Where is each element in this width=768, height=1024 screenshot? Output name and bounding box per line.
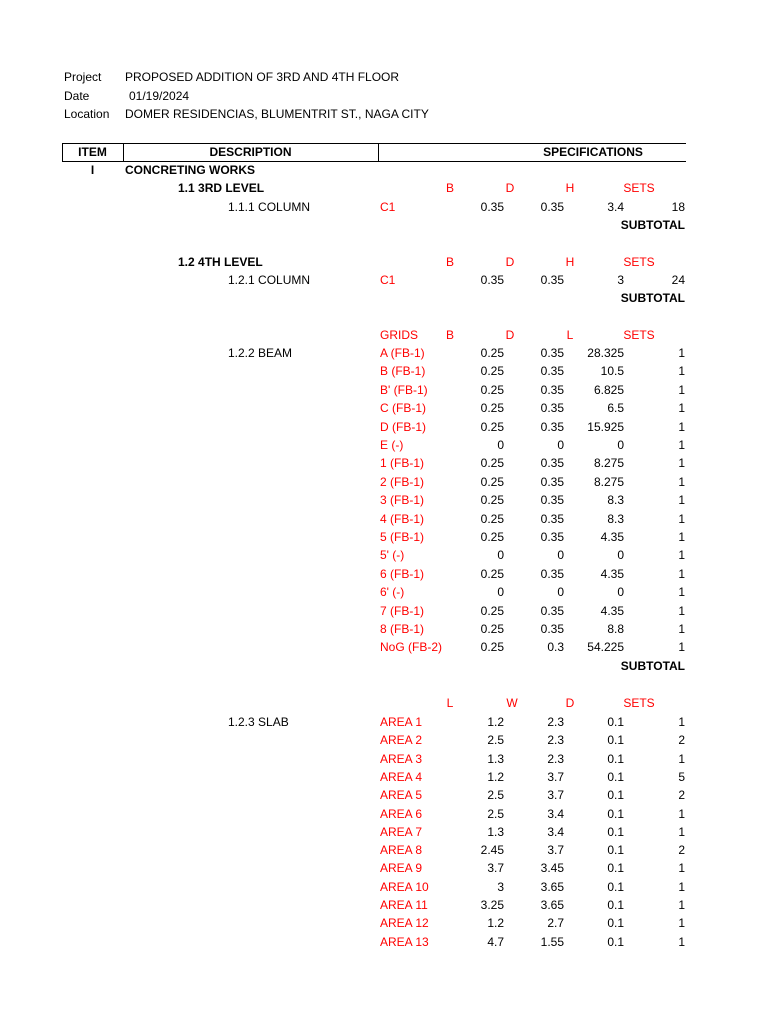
slab-row-12-label: AREA 12 bbox=[380, 916, 429, 931]
slab-row-6-v3: 0.1 bbox=[607, 806, 624, 821]
beam-row-4-v4: 1 bbox=[678, 401, 685, 416]
beam-row-10-v2: 0.35 bbox=[540, 511, 564, 526]
beam-row-14-v4: 1 bbox=[678, 585, 685, 600]
level3-column-mark: C1 bbox=[380, 200, 396, 214]
slab-row-5-v3: 0.1 bbox=[607, 788, 624, 803]
project-value: PROPOSED ADDITION OF 3RD AND 4TH FLOOR bbox=[125, 70, 400, 84]
beam-row-17-v3: 54.225 bbox=[587, 640, 624, 655]
slab-row-4-v2: 3.7 bbox=[547, 769, 564, 784]
beam-row-8-v1: 0.25 bbox=[480, 474, 504, 489]
beam-row-9-v1: 0.25 bbox=[480, 493, 504, 508]
slab-row-8-v1: 2.45 bbox=[480, 843, 504, 858]
slab-row-7-v4: 1 bbox=[678, 824, 685, 839]
beam-subtotal: SUBTOTAL bbox=[620, 659, 685, 673]
beam-row-11-v3: 4.35 bbox=[600, 530, 624, 544]
slab-row-8-v2: 3.7 bbox=[547, 843, 564, 858]
slab-row-10-v1: 3 bbox=[497, 879, 504, 894]
beam-row-6-label: E (-) bbox=[380, 438, 404, 452]
beam-row-5-label: D (FB-1) bbox=[380, 419, 426, 434]
beam-row-10-v1: 0.25 bbox=[480, 511, 504, 526]
slab-row-12-v3: 0.1 bbox=[607, 916, 624, 931]
slab-header-d: D bbox=[565, 696, 575, 710]
slab-row-1-v2: 2.3 bbox=[547, 715, 564, 729]
beam-row-9-label: 3 (FB-1) bbox=[380, 493, 425, 508]
slab-row-7-v2: 3.4 bbox=[547, 824, 564, 839]
beam-row-8-label: 2 (FB-1) bbox=[380, 474, 425, 489]
slab-row-3-v4: 1 bbox=[678, 751, 685, 766]
header-description: DESCRIPTION bbox=[209, 145, 292, 159]
beam-row-15-v3: 4.35 bbox=[600, 603, 624, 618]
level4-column-b: 0.35 bbox=[480, 273, 504, 287]
slab-row-4-v1: 1.2 bbox=[487, 769, 504, 784]
beam-row-12-v3: 0 bbox=[617, 548, 624, 563]
beam-row-15-v2: 0.35 bbox=[540, 603, 564, 618]
slab-row-5-v4: 2 bbox=[678, 788, 685, 803]
slab-row-9-v4: 1 bbox=[678, 861, 685, 876]
slab-row-9-v2: 3.45 bbox=[540, 861, 564, 876]
beam-row-13-v2: 0.35 bbox=[540, 566, 564, 581]
slab-row-12-v4: 1 bbox=[678, 916, 685, 931]
beam-row-14-v1: 0 bbox=[497, 585, 504, 600]
beam-row-7-v4: 1 bbox=[678, 456, 685, 471]
beam-row-4-v3: 6.5 bbox=[607, 401, 624, 416]
slab-row-2-v4: 2 bbox=[678, 733, 685, 748]
slab-row-13-v2: 1.55 bbox=[540, 934, 564, 949]
location-label: Location bbox=[64, 107, 110, 121]
beam-row-10-v4: 1 bbox=[678, 511, 685, 526]
beam-row-8-v2: 0.35 bbox=[540, 474, 564, 489]
level3-header-sets: SETS bbox=[623, 181, 655, 195]
section-item-number: I bbox=[90, 163, 95, 177]
beam-row-4-v2: 0.35 bbox=[540, 401, 564, 416]
beam-row-5-v1: 0.25 bbox=[480, 419, 504, 434]
slab-row-9-label: AREA 9 bbox=[380, 861, 423, 876]
level3-header-b: B bbox=[445, 181, 454, 195]
beam-row-17-v4: 1 bbox=[678, 640, 685, 655]
slab-row-13-v1: 4.7 bbox=[487, 934, 504, 949]
slab-row-12-v1: 1.2 bbox=[487, 916, 504, 931]
slab-header-sets: SETS bbox=[623, 696, 655, 710]
header-specifications: SPECIFICATIONS bbox=[543, 145, 643, 159]
level3-column-d: 0.35 bbox=[540, 200, 564, 214]
beam-row-9-v2: 0.35 bbox=[540, 493, 564, 508]
beam-row-17-v2: 0.3 bbox=[547, 640, 564, 655]
beam-row-13-v4: 1 bbox=[678, 566, 685, 581]
slab-row-10-v4: 1 bbox=[678, 879, 685, 894]
level3-title: 1.1 3RD LEVEL bbox=[178, 181, 265, 195]
level3-header-d: D bbox=[505, 181, 515, 195]
beam-row-3-v3: 6.825 bbox=[593, 382, 624, 397]
beam-row-2-v3: 10.5 bbox=[600, 364, 624, 379]
beam-row-9-v3: 8.3 bbox=[607, 493, 624, 508]
level4-subtotal: SUBTOTAL bbox=[620, 291, 685, 305]
beam-row-3-label: B' (FB-1) bbox=[380, 382, 428, 397]
slab-row-9-v1: 3.7 bbox=[487, 861, 504, 876]
beam-row-3-v1: 0.25 bbox=[480, 382, 504, 397]
beam-row-3-v4: 1 bbox=[678, 382, 685, 397]
slab-row-4-v4: 5 bbox=[678, 769, 685, 784]
beam-header-sets: SETS bbox=[623, 328, 655, 342]
slab-row-11-v1: 3.25 bbox=[480, 898, 504, 912]
beam-row-15-label: 7 (FB-1) bbox=[380, 603, 425, 618]
slab-row-11-v3: 0.1 bbox=[607, 898, 624, 912]
slab-row-2-label: AREA 2 bbox=[380, 733, 423, 748]
beam-row-17-v1: 0.25 bbox=[480, 640, 504, 655]
beam-row-13-v3: 4.35 bbox=[600, 566, 624, 581]
beam-row-15-v4: 1 bbox=[678, 603, 685, 618]
beam-row-8-v3: 8.275 bbox=[593, 474, 624, 489]
date-value: 01/19/2024 bbox=[129, 89, 190, 103]
beam-row-7-v3: 8.275 bbox=[593, 456, 624, 471]
beam-row-14-label: 6' (-) bbox=[380, 585, 405, 600]
slab-row-13-v4: 1 bbox=[678, 934, 685, 949]
beam-row-5-v3: 15.925 bbox=[587, 419, 624, 434]
beam-row-13-v1: 0.25 bbox=[480, 566, 504, 581]
slab-row-3-v1: 1.3 bbox=[487, 751, 504, 766]
beam-row-10-v3: 8.3 bbox=[607, 511, 624, 526]
beam-row-7-v1: 0.25 bbox=[480, 456, 504, 471]
level3-column-b: 0.35 bbox=[480, 200, 504, 214]
beam-row-6-v2: 0 bbox=[557, 438, 564, 452]
beam-row-14-v3: 0 bbox=[617, 585, 624, 600]
level3-column-sets: 18 bbox=[671, 200, 685, 214]
level4-header-b: B bbox=[445, 255, 454, 269]
beam-header-l: L bbox=[566, 328, 574, 342]
beam-header-d: D bbox=[505, 328, 515, 342]
beam-row-12-v2: 0 bbox=[557, 548, 564, 563]
beam-row-12-v4: 1 bbox=[678, 548, 685, 563]
beam-row-11-v2: 0.35 bbox=[540, 530, 564, 544]
beam-row-16-v3: 8.8 bbox=[607, 622, 624, 636]
slab-row-1-v1: 1.2 bbox=[487, 715, 504, 729]
location-value: DOMER RESIDENCIAS, BLUMENTRIT ST., NAGA CITY bbox=[125, 107, 429, 121]
slab-row-1-label: AREA 1 bbox=[380, 715, 423, 729]
date-label: Date bbox=[64, 89, 90, 103]
slab-row-7-label: AREA 7 bbox=[380, 824, 423, 839]
beam-name: 1.2.2 BEAM bbox=[228, 346, 293, 360]
beam-row-11-label: 5 (FB-1) bbox=[380, 530, 425, 544]
beam-row-1-v3: 28.325 bbox=[587, 346, 624, 360]
beam-row-6-v4: 1 bbox=[678, 438, 685, 452]
beam-row-6-v1: 0 bbox=[497, 438, 504, 452]
beam-row-2-v4: 1 bbox=[678, 364, 685, 379]
level4-column-mark: C1 bbox=[380, 273, 396, 287]
level4-column-h: 3 bbox=[617, 273, 624, 287]
slab-row-1-v4: 1 bbox=[678, 715, 685, 729]
slab-row-11-v2: 3.65 bbox=[540, 898, 564, 912]
slab-row-2-v1: 2.5 bbox=[487, 733, 504, 748]
slab-row-10-label: AREA 10 bbox=[380, 879, 429, 894]
level3-subtotal: SUBTOTAL bbox=[620, 218, 685, 232]
slab-row-6-v4: 1 bbox=[678, 806, 685, 821]
slab-row-9-v3: 0.1 bbox=[607, 861, 624, 876]
level4-column-sets: 24 bbox=[671, 273, 685, 287]
slab-name: 1.2.3 SLAB bbox=[228, 715, 289, 729]
level4-column-name: 1.2.1 COLUMN bbox=[228, 273, 311, 287]
slab-row-5-v1: 2.5 bbox=[487, 788, 504, 803]
beam-header-b: B bbox=[445, 328, 454, 342]
beam-row-15-v1: 0.25 bbox=[480, 603, 504, 618]
slab-row-3-label: AREA 3 bbox=[380, 751, 423, 766]
level4-header-d: D bbox=[505, 255, 515, 269]
beam-row-7-v2: 0.35 bbox=[540, 456, 564, 471]
beam-row-2-v1: 0.25 bbox=[480, 364, 504, 379]
slab-row-11-label: AREA 11 bbox=[380, 898, 428, 912]
slab-header-l: L bbox=[446, 696, 454, 710]
level4-header-h: H bbox=[565, 255, 575, 269]
beam-row-2-label: B (FB-1) bbox=[380, 364, 426, 379]
slab-row-6-label: AREA 6 bbox=[380, 806, 423, 821]
level4-title: 1.2 4TH LEVEL bbox=[178, 255, 263, 269]
slab-row-5-v2: 3.7 bbox=[547, 788, 564, 803]
slab-row-6-v1: 2.5 bbox=[487, 806, 504, 821]
slab-row-7-v3: 0.1 bbox=[607, 824, 624, 839]
beam-row-16-v1: 0.25 bbox=[480, 622, 504, 636]
beam-row-5-v4: 1 bbox=[678, 419, 685, 434]
beam-row-16-v2: 0.35 bbox=[540, 622, 564, 636]
slab-row-2-v2: 2.3 bbox=[547, 733, 564, 748]
beam-row-12-label: 5' (-) bbox=[380, 548, 405, 563]
slab-row-7-v1: 1.3 bbox=[487, 824, 504, 839]
section-title: CONCRETING WORKS bbox=[125, 163, 255, 177]
slab-row-2-v3: 0.1 bbox=[607, 733, 624, 748]
slab-row-5-label: AREA 5 bbox=[380, 788, 423, 803]
beam-row-13-label: 6 (FB-1) bbox=[380, 566, 425, 581]
beam-row-2-v2: 0.35 bbox=[540, 364, 564, 379]
beam-row-8-v4: 1 bbox=[678, 474, 685, 489]
beam-row-1-v4: 1 bbox=[678, 346, 685, 360]
level4-column-d: 0.35 bbox=[540, 273, 564, 287]
slab-row-8-label: AREA 8 bbox=[380, 843, 423, 858]
beam-row-1-v1: 0.25 bbox=[480, 346, 504, 360]
beam-row-6-v3: 0 bbox=[617, 438, 624, 452]
slab-row-11-v4: 1 bbox=[678, 898, 685, 912]
level3-column-name: 1.1.1 COLUMN bbox=[228, 200, 311, 214]
slab-row-8-v4: 2 bbox=[678, 843, 685, 858]
slab-row-8-v3: 0.1 bbox=[607, 843, 624, 858]
beam-row-10-label: 4 (FB-1) bbox=[380, 511, 425, 526]
beam-row-12-v1: 0 bbox=[497, 548, 504, 563]
beam-row-4-label: C (FB-1) bbox=[380, 401, 426, 416]
beam-row-11-v4: 1 bbox=[678, 530, 685, 544]
slab-row-13-label: AREA 13 bbox=[380, 934, 429, 949]
beam-row-5-v2: 0.35 bbox=[540, 419, 564, 434]
level3-header-h: H bbox=[565, 181, 575, 195]
slab-row-10-v3: 0.1 bbox=[607, 879, 624, 894]
beam-row-16-label: 8 (FB-1) bbox=[380, 622, 425, 636]
level3-column-h: 3.4 bbox=[607, 200, 624, 214]
beam-row-17-label: NoG (FB-2) bbox=[380, 640, 443, 655]
slab-row-3-v2: 2.3 bbox=[547, 751, 564, 766]
slab-row-3-v3: 0.1 bbox=[607, 751, 624, 766]
header-item: ITEM bbox=[78, 145, 107, 159]
slab-row-6-v2: 3.4 bbox=[547, 806, 564, 821]
slab-row-12-v2: 2.7 bbox=[547, 916, 564, 931]
slab-header-w: W bbox=[506, 696, 518, 710]
beam-row-9-v4: 1 bbox=[678, 493, 685, 508]
slab-row-1-v3: 0.1 bbox=[607, 715, 624, 729]
slab-row-4-v3: 0.1 bbox=[607, 769, 624, 784]
beam-row-11-v1: 0.25 bbox=[480, 530, 504, 544]
beam-header-grids: GRIDS bbox=[380, 328, 419, 342]
header-top-border bbox=[62, 143, 686, 144]
beam-row-1-label: A (FB-1) bbox=[380, 346, 425, 360]
beam-row-14-v2: 0 bbox=[557, 585, 564, 600]
slab-row-4-label: AREA 4 bbox=[380, 769, 423, 784]
beam-row-16-v4: 1 bbox=[678, 622, 685, 636]
slab-row-10-v2: 3.65 bbox=[540, 879, 564, 894]
slab-row-13-v3: 0.1 bbox=[607, 934, 624, 949]
project-label: Project bbox=[64, 70, 102, 84]
level4-header-sets: SETS bbox=[623, 255, 655, 269]
beam-row-4-v1: 0.25 bbox=[480, 401, 504, 416]
beam-row-3-v2: 0.35 bbox=[540, 382, 564, 397]
header-bottom-border bbox=[62, 161, 686, 162]
beam-row-1-v2: 0.35 bbox=[540, 346, 564, 360]
beam-row-7-label: 1 (FB-1) bbox=[380, 456, 425, 471]
